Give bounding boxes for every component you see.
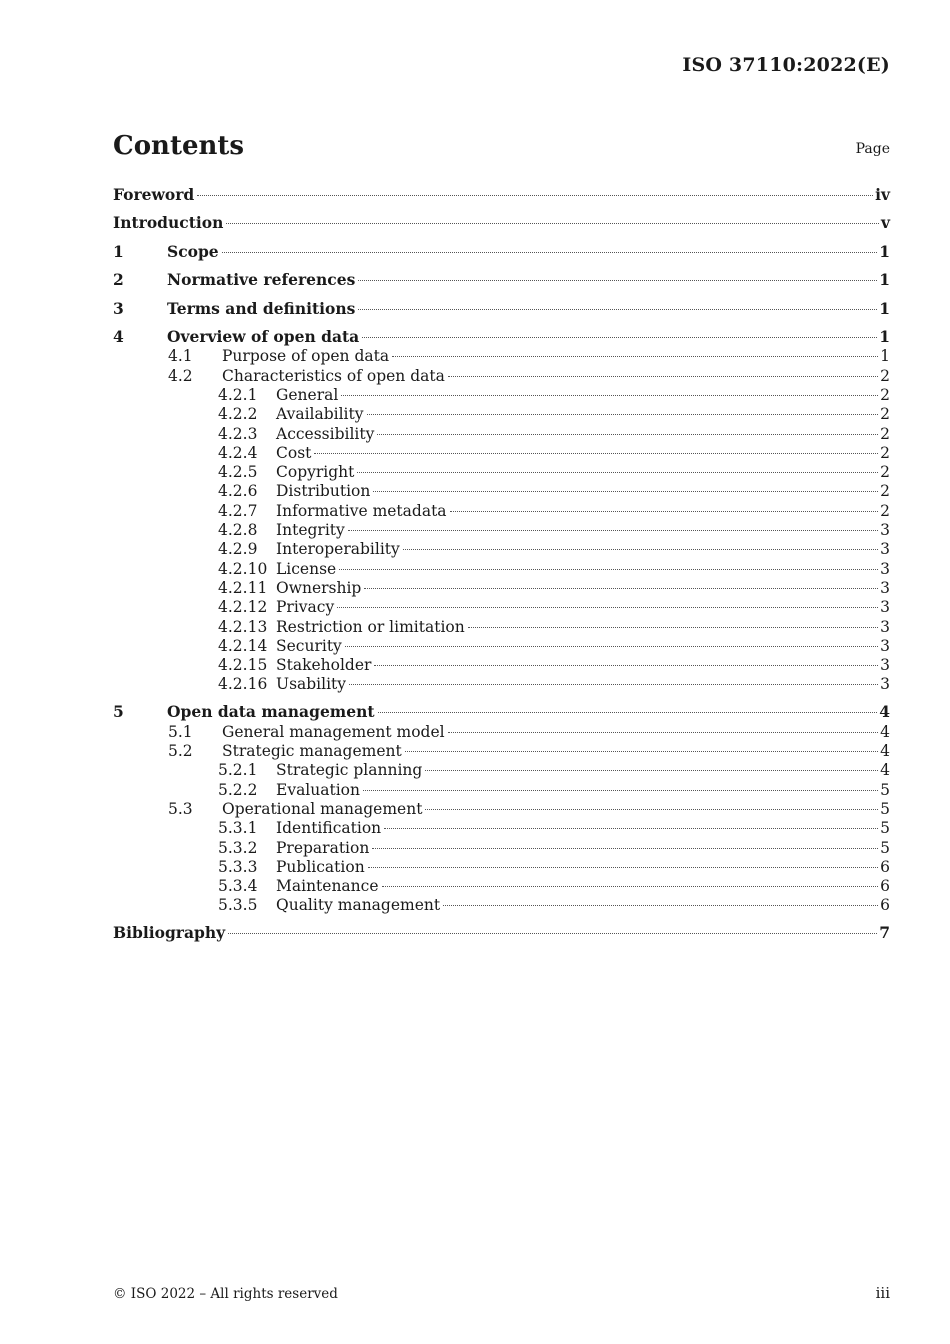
toc-entry-number: 5.3	[168, 799, 193, 818]
toc-entry[interactable]	[113, 895, 890, 915]
toc-entry-number: 5.2	[168, 742, 193, 760]
dot-leader	[345, 646, 878, 647]
toc-entry-page: 5	[880, 819, 890, 838]
toc-entry-label: Operational management	[222, 799, 423, 818]
toc-entry-label: Privacy	[276, 598, 335, 617]
toc-entry-number: 5.3.5	[218, 896, 258, 915]
dot-leader	[358, 309, 877, 310]
toc-entry-page: 1	[879, 242, 890, 261]
toc-entry[interactable]	[113, 443, 890, 463]
toc-entry[interactable]	[113, 462, 890, 482]
toc-entry-number: 5.1	[168, 722, 193, 741]
toc-entry-page: 6	[880, 896, 890, 915]
toc-entry[interactable]	[113, 346, 890, 366]
toc-entry-page: 3	[880, 559, 890, 578]
dot-leader	[468, 627, 878, 628]
toc-entry-number: 4.2.12	[218, 598, 268, 617]
dot-leader	[443, 905, 878, 906]
toc-entry-number: 5.2.2	[218, 780, 258, 799]
dot-leader	[448, 376, 878, 377]
toc-entry-number: 4.2.10	[218, 559, 268, 578]
dot-leader	[374, 665, 878, 666]
toc-entry-page: 4	[880, 761, 890, 780]
toc-entry[interactable]	[113, 366, 890, 386]
toc-entry-page: 3	[880, 636, 890, 655]
toc-entry-page: 1	[880, 347, 890, 366]
dot-leader	[222, 252, 878, 253]
toc-entry-number: 4.2	[168, 366, 193, 385]
toc-entry-label: Characteristics of open data	[222, 366, 445, 385]
toc-entry-page: 1	[879, 299, 890, 318]
toc-entry[interactable]	[113, 327, 890, 347]
toc-entry-number: 4.2.15	[218, 656, 268, 675]
toc-entry[interactable]	[113, 838, 890, 858]
toc-entry-number: 4.2.5	[218, 463, 258, 482]
toc-entry-label: License	[276, 559, 337, 578]
dot-leader	[339, 569, 878, 570]
dot-leader	[363, 790, 878, 791]
dot-leader	[403, 549, 878, 550]
toc-entry-page: 2	[880, 501, 890, 520]
toc-entry-page: 3	[880, 675, 890, 694]
toc-entry[interactable]	[113, 857, 890, 877]
dot-leader	[358, 280, 877, 281]
toc-entry-number: 4.2.16	[218, 675, 268, 694]
toc-entry[interactable]	[113, 655, 890, 675]
toc-entry-label: Cost	[276, 443, 312, 462]
toc-entry-label: Publication	[276, 857, 365, 876]
toc-entry-page: v	[880, 213, 890, 232]
toc-entry-label: Restriction or limitation	[276, 617, 465, 636]
toc-entry-label: Interoperability	[276, 540, 400, 559]
toc-entry-page: 2	[880, 443, 890, 462]
toc-entry[interactable]	[113, 404, 890, 424]
toc-entry[interactable]	[113, 923, 890, 943]
toc-entry[interactable]	[113, 213, 890, 233]
toc-entry-number: 1	[113, 242, 124, 261]
toc-entry-label: General management model	[222, 722, 445, 741]
toc-entry[interactable]	[113, 270, 890, 290]
toc-entry-number: 5.3.3	[218, 857, 258, 876]
toc-entry-label: Accessibility	[276, 424, 375, 443]
toc-entry-label: Strategic planning	[276, 761, 423, 780]
dot-leader	[425, 770, 878, 771]
toc-entry-label: Stakeholder	[276, 656, 372, 675]
toc-entry-label: Bibliography	[113, 923, 226, 943]
toc-entry-label: Foreword	[113, 185, 195, 204]
toc-entry-page: 4	[880, 722, 890, 741]
contents-title: Contents	[113, 131, 245, 161]
dot-leader	[349, 684, 878, 685]
dot-leader	[368, 867, 878, 868]
toc-entry-page: 2	[880, 385, 890, 404]
toc-entry-page: 3	[880, 617, 890, 636]
toc-entry-page: 3	[880, 598, 890, 617]
dot-leader	[373, 491, 878, 492]
toc-entry-number: 4.2.7	[218, 501, 258, 520]
toc-entry-number: 3	[113, 299, 124, 318]
toc-entry[interactable]	[113, 617, 890, 637]
dot-leader	[341, 395, 878, 396]
dot-leader	[367, 414, 879, 415]
dot-leader	[392, 356, 878, 357]
toc-entry[interactable]	[113, 578, 890, 598]
dot-leader	[448, 732, 879, 733]
toc-entry-number: 4.2.6	[218, 482, 258, 501]
dot-leader	[228, 933, 877, 934]
page-column-label: Page	[855, 141, 890, 157]
toc-entry-label: Ownership	[276, 578, 362, 597]
toc-entry-page: 4	[879, 702, 890, 722]
toc-entry-label: Normative references	[167, 270, 356, 289]
toc-entry-page: 7	[879, 923, 890, 943]
toc-entry[interactable]	[113, 799, 890, 819]
toc-entry-number: 5	[113, 702, 124, 722]
toc-entry-number: 5.3.2	[218, 838, 258, 857]
toc-entry-number: 4.2.9	[218, 540, 258, 559]
dot-leader	[372, 848, 878, 849]
toc-entry-number: 4.2.14	[218, 636, 268, 655]
toc-entry-page: 3	[880, 578, 890, 597]
toc-entry[interactable]	[113, 722, 890, 742]
toc-entry[interactable]	[113, 818, 890, 838]
toc-entry-label: Availability	[276, 405, 364, 424]
toc-entry[interactable]	[113, 539, 890, 559]
toc-entry[interactable]	[113, 242, 890, 262]
toc-entry-number: 5.2.1	[218, 761, 258, 780]
toc-entry-label: Purpose of open data	[222, 347, 390, 366]
dot-leader	[378, 712, 878, 713]
toc-entry-page: 1	[879, 327, 890, 346]
toc-entry-page: 1	[879, 270, 890, 289]
toc-entry-label: Maintenance	[276, 877, 379, 896]
toc-entry-page: 2	[880, 424, 890, 443]
dot-leader	[362, 337, 877, 338]
toc-entry[interactable]	[113, 185, 890, 205]
toc-entry[interactable]	[113, 636, 890, 656]
toc-entry-label: Identification	[276, 819, 382, 838]
toc-entry-number: 4.2.11	[218, 578, 268, 597]
dot-leader	[377, 434, 878, 435]
dot-leader	[314, 453, 878, 454]
toc-entry-page: 2	[880, 463, 890, 482]
dot-leader	[337, 607, 878, 608]
toc-entry-page: 5	[880, 799, 890, 818]
toc-entry-number: 5.3.1	[218, 819, 258, 838]
toc-entry-page: 2	[880, 405, 890, 424]
toc-entry[interactable]	[113, 702, 890, 722]
toc-entry-label: Evaluation	[276, 780, 360, 799]
toc-entry-label: Scope	[167, 242, 219, 261]
toc-entry[interactable]	[113, 501, 890, 521]
toc-entry-page: 6	[880, 857, 890, 876]
toc-entry[interactable]	[113, 741, 890, 761]
toc-entry-page: 3	[880, 656, 890, 675]
toc-entry-page: 5	[880, 838, 890, 857]
toc-entry[interactable]	[113, 299, 890, 319]
dot-leader	[405, 751, 878, 752]
toc-entry-label: Distribution	[276, 482, 371, 501]
toc-entry-number: 4.2.3	[218, 424, 258, 443]
toc-entry-page: 6	[880, 877, 890, 896]
toc-entry-page: 3	[880, 521, 890, 539]
dot-leader	[384, 828, 878, 829]
toc-entry[interactable]	[113, 424, 890, 444]
toc-entry-number: 5.3.4	[218, 877, 258, 896]
toc-entry[interactable]	[113, 780, 890, 800]
toc-entry-page: 5	[880, 780, 890, 799]
dot-leader	[382, 886, 879, 887]
copyright-notice: © ISO 2022 – All rights reserved	[113, 1286, 338, 1302]
toc-entry-label: Strategic management	[222, 742, 402, 760]
toc-entry-label: Preparation	[276, 838, 370, 857]
dot-leader	[450, 511, 879, 512]
toc-entry-label: Open data management	[167, 702, 375, 722]
toc-entry-label: Overview of open data	[167, 327, 360, 346]
toc-entry-page: 4	[880, 742, 890, 760]
document-id: ISO 37110:2022(E)	[682, 54, 890, 76]
toc-entry[interactable]	[113, 520, 890, 540]
toc-entry-label: Usability	[276, 675, 347, 694]
toc-entry[interactable]	[113, 674, 890, 694]
toc-entry-page: iv	[875, 185, 890, 204]
toc-entry-number: 4.2.8	[218, 521, 258, 539]
dot-leader	[425, 809, 878, 810]
toc-entry-number: 4	[113, 327, 124, 346]
dot-leader	[364, 588, 878, 589]
toc-entry-label: Informative metadata	[276, 501, 447, 520]
dot-leader	[348, 530, 878, 531]
toc-entry-number: 4.1	[168, 347, 193, 366]
toc-entry-page: 2	[880, 366, 890, 385]
page-number: iii	[875, 1284, 890, 1302]
toc-entry[interactable]	[113, 876, 890, 896]
toc-entry[interactable]	[113, 385, 890, 405]
toc-entry-number: 4.2.13	[218, 617, 268, 636]
toc-entry-label: Quality management	[276, 896, 441, 915]
dot-leader	[357, 472, 878, 473]
dot-leader	[197, 195, 873, 196]
toc-entry-number: 4.2.4	[218, 443, 258, 462]
toc-entry-label: Security	[276, 636, 342, 655]
toc-entry-number: 4.2.1	[218, 385, 258, 404]
toc-entry-page: 2	[880, 482, 890, 501]
toc-entry-label: Copyright	[276, 463, 355, 482]
toc-entry-page: 3	[880, 540, 890, 559]
toc-entry-number: 2	[113, 270, 124, 289]
toc-entry[interactable]	[113, 559, 890, 579]
toc-entry[interactable]	[113, 760, 890, 780]
toc-entry-number: 4.2.2	[218, 405, 258, 424]
dot-leader	[226, 223, 879, 224]
toc-entry-label: General	[276, 385, 339, 404]
toc-entry-label: Integrity	[276, 521, 345, 539]
toc-entry-label: Introduction	[113, 213, 224, 232]
toc-entry[interactable]	[113, 597, 890, 617]
toc-entry[interactable]	[113, 481, 890, 501]
toc-entry-label: Terms and definitions	[167, 299, 356, 318]
